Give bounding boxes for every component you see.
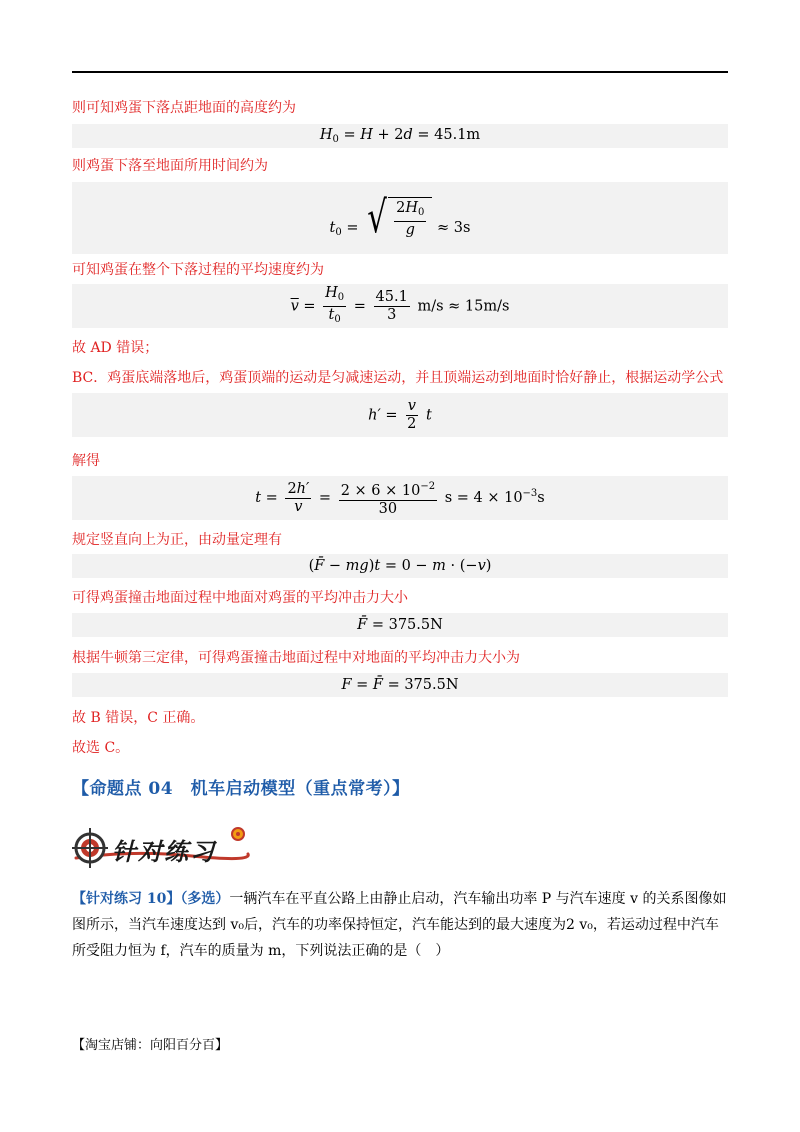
text-line-5: BC．鸡蛋底端落地后，鸡蛋顶端的运动是匀减速运动，并且顶端运动到地面时恰好静止，根据运动学公式	[72, 370, 724, 386]
question-tag: 【针对练习 10】（多选）	[72, 891, 230, 907]
section-heading: 【命题点 04 机车启动模型（重点常考）】	[72, 779, 410, 799]
eq-fbar-result: 375.5N	[388, 617, 443, 633]
eq-t0-result: 3s	[453, 220, 471, 236]
text-line-9: 根据牛顿第三定律，可得鸡蛋撞击地面过程中对地面的平均冲击力大小为	[72, 650, 520, 666]
text-line-2: 则鸡蛋下落至地面所用时间约为	[72, 158, 268, 174]
eq-t-num-exp: −2	[420, 481, 436, 492]
eq-t-num: 2 × 6 × 10	[340, 483, 421, 499]
equation-avg-speed: $\overline{v}$ = $\frac{H_0}{t_0}$ = $\frac{45.1}{3}$ m/s ≈ 15m/s	[72, 284, 728, 328]
eq-t-unit: s	[537, 490, 545, 506]
text-line-11: 故选 C。	[72, 740, 130, 756]
text-line-4: 故 AD 错误；	[72, 340, 159, 356]
text-line-7: 规定竖直向上为正，由动量定理有	[72, 532, 282, 548]
question-text: 一辆汽车在平直公路上由静止启动，汽车输出功率 P 与汽车速度 v 的关系图像如图所示，当汽车速度达到 v₀后，汽车的功率保持恒定，汽车能达到的最大速度为2 v₀，若运动过程中汽车所受阻力恒为 f，汽车的质量为 m，下列说法正确的是（ ）	[72, 891, 727, 959]
eq-avg-tail: m/s ≈ 15m/s	[417, 298, 510, 314]
text-line-1: 则可知鸡蛋下落点距地面的高度约为	[72, 100, 296, 116]
text-line-6: 解得	[72, 453, 100, 469]
eq-f-result: 375.5N	[404, 677, 459, 693]
equation-f: F = F̄ = 375.5N	[72, 673, 728, 697]
equation-t: t = $\frac{2h'}{v}$ = $\frac{2 \times 6 \times 10^{-2}}{30}$ $s = 4 \times 10^{-3}s$	[72, 476, 728, 520]
equation-t0: $t_0$ = √ $\frac{2H_0}{g}$ ≈ 3s	[72, 182, 728, 254]
question-block	[72, 886, 728, 964]
text-line-3: 可知鸡蛋在整个下落过程的平均速度约为	[72, 262, 324, 278]
eq-t-den: 30	[378, 501, 398, 517]
footer-shop: 【淘宝店铺：向阳百分百】	[72, 1038, 229, 1053]
equation-h-prime: h′ = $\frac{v}{2}$ t	[72, 393, 728, 437]
eq-t-tail-exp: −3	[522, 488, 538, 499]
equation-f-bar: F̄ = 375.5N	[72, 613, 728, 637]
eq-h0-result: 45.1m	[434, 127, 481, 143]
equation-h0: $H_0 = H + 2d = 45.1m$	[72, 124, 728, 148]
eq-avg-den: 3	[387, 306, 397, 323]
text-line-8: 可得鸡蛋撞击地面过程中地面对鸡蛋的平均冲击力大小	[72, 590, 408, 606]
badge-label: 针对练习	[112, 838, 216, 866]
header-rule	[72, 71, 728, 73]
equation-momentum: (F̄ − mg)t = 0 − m · (−v)	[72, 554, 728, 578]
eq-avg-num: 45.1	[375, 288, 408, 305]
eq-t-tail: s = 4 × 10	[444, 490, 523, 506]
practice-badge	[72, 826, 252, 872]
text-line-10: 故 B 错误，C 正确。	[72, 710, 205, 726]
